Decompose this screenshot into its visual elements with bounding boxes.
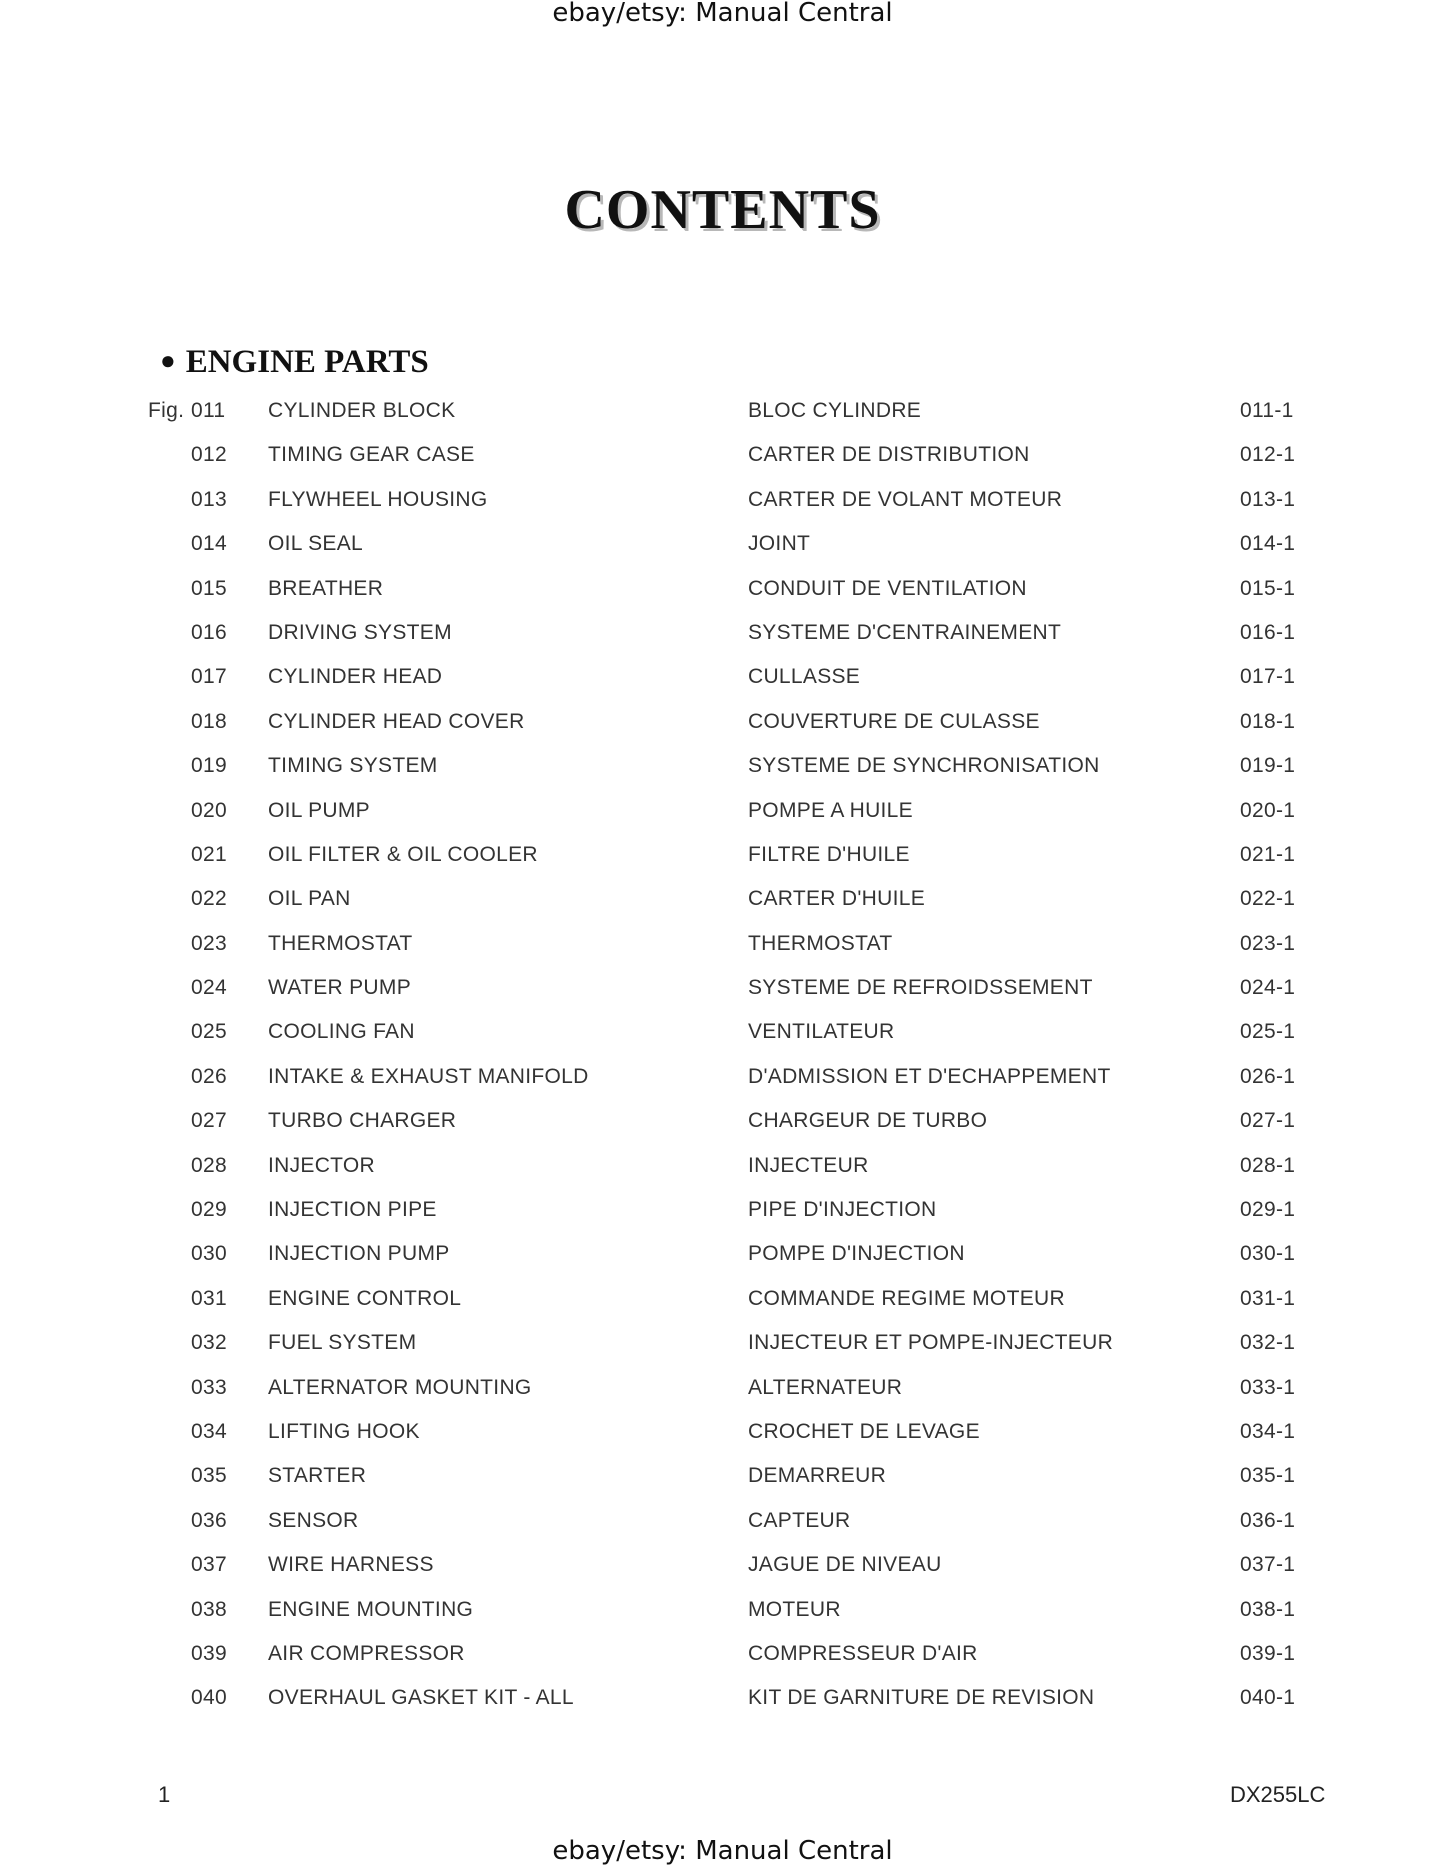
part-name-en: FUEL SYSTEM <box>268 1331 417 1355</box>
part-name-en: OVERHAUL GASKET KIT - ALL <box>268 1686 574 1710</box>
footer-page-number: 1 <box>158 1782 171 1807</box>
fig-number: 037 <box>191 1553 227 1577</box>
toc-row[interactable] <box>0 708 1445 752</box>
fig-number: 022 <box>191 887 227 911</box>
part-name-fr: D'ADMISSION ET D'ECHAPPEMENT <box>748 1064 1111 1088</box>
part-name-en: CYLINDER HEAD COVER <box>268 709 525 733</box>
page-ref: 029-1 <box>1240 1198 1296 1222</box>
toc-row[interactable] <box>0 1418 1445 1462</box>
part-name-en: ENGINE MOUNTING <box>268 1597 474 1621</box>
part-name-en: OIL FILTER & OIL COOLER <box>268 842 538 866</box>
toc-row[interactable] <box>0 1374 1445 1418</box>
contents-list <box>0 397 1445 1729</box>
part-name-fr: COMMANDE REGIME MOTEUR <box>748 1286 1065 1310</box>
toc-row[interactable] <box>0 1018 1445 1062</box>
page-ref: 027-1 <box>1240 1109 1296 1133</box>
part-name-fr: CONDUIT DE VENTILATION <box>748 576 1027 600</box>
part-name-en: TIMING GEAR CASE <box>268 443 475 467</box>
part-name-fr: POMPE A HUILE <box>748 798 913 822</box>
part-name-fr: CARTER DE VOLANT MOTEUR <box>748 487 1063 511</box>
fig-number: 035 <box>191 1464 227 1488</box>
toc-row[interactable] <box>0 1152 1445 1196</box>
toc-row[interactable] <box>0 1507 1445 1551</box>
part-name-en: INJECTION PIPE <box>268 1198 437 1222</box>
page-ref: 019-1 <box>1240 754 1296 778</box>
fig-number: 013 <box>191 487 227 511</box>
page-ref: 026-1 <box>1240 1064 1296 1088</box>
toc-row[interactable] <box>0 885 1445 929</box>
part-name-fr: CULLASSE <box>748 665 861 689</box>
page-ref: 040-1 <box>1240 1686 1296 1710</box>
page-ref: 031-1 <box>1240 1286 1296 1310</box>
toc-row[interactable] <box>0 441 1445 485</box>
fig-number: 021 <box>191 842 227 866</box>
part-name-fr: INJECTEUR <box>748 1153 869 1177</box>
fig-number: 019 <box>191 754 227 778</box>
bullet-icon: ● <box>160 346 176 375</box>
part-name-fr: DEMARREUR <box>748 1464 887 1488</box>
toc-row[interactable] <box>0 397 1445 441</box>
part-name-fr: COMPRESSEUR D'AIR <box>748 1641 978 1665</box>
fig-number: 027 <box>191 1109 227 1133</box>
part-name-en: STARTER <box>268 1464 367 1488</box>
part-name-en: WATER PUMP <box>268 976 411 1000</box>
fig-number: 030 <box>191 1242 227 1266</box>
fig-number: 034 <box>191 1419 227 1443</box>
part-name-fr: ALTERNATEUR <box>748 1375 903 1399</box>
fig-label: Fig. <box>148 399 185 422</box>
page-ref: 020-1 <box>1240 798 1296 822</box>
page-ref: 012-1 <box>1240 443 1296 467</box>
part-name-en: COOLING FAN <box>268 1020 415 1044</box>
part-name-fr: VENTILATEUR <box>748 1020 895 1044</box>
watermark-top: ebay/etsy: Manual Central <box>552 0 893 28</box>
page-ref: 039-1 <box>1240 1641 1296 1665</box>
part-name-en: OIL PAN <box>268 887 351 911</box>
page-ref: 034-1 <box>1240 1419 1296 1443</box>
page-ref: 032-1 <box>1240 1331 1296 1355</box>
part-name-en: AIR COMPRESSOR <box>268 1641 465 1665</box>
part-name-en: INJECTOR <box>268 1153 376 1177</box>
toc-row[interactable] <box>0 1240 1445 1284</box>
page-ref: 013-1 <box>1240 487 1296 511</box>
fig-number: 038 <box>191 1597 227 1621</box>
part-name-fr: JAGUE DE NIVEAU <box>748 1553 942 1577</box>
toc-row[interactable] <box>0 575 1445 619</box>
part-name-en: CYLINDER HEAD <box>268 665 443 689</box>
toc-row[interactable] <box>0 1462 1445 1506</box>
page-ref: 037-1 <box>1240 1553 1296 1577</box>
part-name-fr: CARTER D'HUILE <box>748 887 926 911</box>
part-name-en: WIRE HARNESS <box>268 1553 434 1577</box>
toc-row[interactable] <box>0 1329 1445 1373</box>
part-name-fr: SYSTEME D'CENTRAINEMENT <box>748 620 1062 644</box>
part-name-fr: SYSTEME DE SYNCHRONISATION <box>748 754 1100 778</box>
toc-row[interactable] <box>0 1196 1445 1240</box>
page-ref: 036-1 <box>1240 1508 1296 1532</box>
part-name-en: OIL SEAL <box>268 532 364 556</box>
page-ref: 030-1 <box>1240 1242 1296 1266</box>
part-name-en: TIMING SYSTEM <box>268 754 438 778</box>
part-name-fr: CAPTEUR <box>748 1508 851 1532</box>
part-name-en: INJECTION PUMP <box>268 1242 450 1266</box>
fig-number: 025 <box>191 1020 227 1044</box>
toc-row[interactable] <box>0 1684 1445 1728</box>
fig-number: 016 <box>191 620 227 644</box>
part-name-en: ALTERNATOR MOUNTING <box>268 1375 532 1399</box>
fig-number: 023 <box>191 931 227 955</box>
part-name-fr: COUVERTURE DE CULASSE <box>748 709 1040 733</box>
page-ref: 018-1 <box>1240 709 1296 733</box>
part-name-fr: KIT DE GARNITURE DE REVISION <box>748 1686 1095 1710</box>
fig-number: 040 <box>191 1686 227 1710</box>
page-ref: 014-1 <box>1240 532 1296 556</box>
fig-number: 033 <box>191 1375 227 1399</box>
part-name-fr: CROCHET DE LEVAGE <box>748 1419 980 1443</box>
part-name-en: INTAKE & EXHAUST MANIFOLD <box>268 1064 589 1088</box>
part-name-en: BREATHER <box>268 576 384 600</box>
page-ref: 028-1 <box>1240 1153 1296 1177</box>
toc-row[interactable] <box>0 752 1445 796</box>
fig-number: 024 <box>191 976 227 1000</box>
part-name-fr: SYSTEME DE REFROIDSSEMENT <box>748 976 1093 1000</box>
part-name-en: DRIVING SYSTEM <box>268 620 452 644</box>
part-name-en: SENSOR <box>268 1508 359 1532</box>
toc-row[interactable] <box>0 1063 1445 1107</box>
fig-number: 039 <box>191 1641 227 1665</box>
page-ref: 017-1 <box>1240 665 1296 689</box>
page-ref: 038-1 <box>1240 1597 1296 1621</box>
part-name-fr: INJECTEUR ET POMPE-INJECTEUR <box>748 1331 1114 1355</box>
part-name-fr: CHARGEUR DE TURBO <box>748 1109 988 1133</box>
fig-number: 032 <box>191 1331 227 1355</box>
toc-row[interactable] <box>0 974 1445 1018</box>
toc-row[interactable] <box>0 1596 1445 1640</box>
part-name-fr: BLOC CYLINDRE <box>748 399 922 422</box>
section-heading <box>160 341 429 382</box>
watermark-bottom: ebay/etsy: Manual Central <box>552 1836 893 1866</box>
toc-row[interactable] <box>0 1551 1445 1595</box>
toc-row[interactable] <box>0 841 1445 885</box>
page-ref: 035-1 <box>1240 1464 1296 1488</box>
toc-row[interactable] <box>0 619 1445 663</box>
part-name-fr: PIPE D'INJECTION <box>748 1198 937 1222</box>
part-name-fr: POMPE D'INJECTION <box>748 1242 965 1266</box>
toc-row[interactable] <box>0 797 1445 841</box>
page-ref: 023-1 <box>1240 931 1296 955</box>
page-ref: 022-1 <box>1240 887 1296 911</box>
fig-number: 015 <box>191 576 227 600</box>
part-name-en: FLYWHEEL HOUSING <box>268 487 488 511</box>
page-ref: 025-1 <box>1240 1020 1296 1044</box>
page-ref: 015-1 <box>1240 576 1296 600</box>
page-ref: 011-1 <box>1240 399 1294 422</box>
fig-number: 031 <box>191 1286 227 1310</box>
fig-number: 014 <box>191 532 227 556</box>
part-name-en: ENGINE CONTROL <box>268 1286 462 1310</box>
part-name-fr: JOINT <box>748 532 811 556</box>
fig-number: 011 <box>191 399 226 422</box>
fig-number: 012 <box>191 443 227 467</box>
fig-number: 017 <box>191 665 227 689</box>
footer-model: DX255LC <box>1230 1782 1326 1807</box>
toc-row[interactable] <box>0 530 1445 574</box>
page-ref: 024-1 <box>1240 976 1296 1000</box>
part-name-en: LIFTING HOOK <box>268 1419 420 1443</box>
fig-number: 028 <box>191 1153 227 1177</box>
section-heading-label: ENGINE PARTS <box>185 344 429 380</box>
part-name-fr: MOTEUR <box>748 1597 841 1621</box>
page-ref: 033-1 <box>1240 1375 1296 1399</box>
toc-row[interactable] <box>0 1107 1445 1151</box>
part-name-fr: FILTRE D'HUILE <box>748 842 910 866</box>
fig-number: 020 <box>191 798 227 822</box>
part-name-fr: CARTER DE DISTRIBUTION <box>748 443 1030 467</box>
page-ref: 016-1 <box>1240 620 1296 644</box>
part-name-en: OIL PUMP <box>268 798 370 822</box>
page-ref: 021-1 <box>1240 842 1296 866</box>
toc-row[interactable] <box>0 1640 1445 1684</box>
part-name-en: THERMOSTAT <box>268 931 413 955</box>
part-name-fr: THERMOSTAT <box>748 931 893 955</box>
page-title: CONTENTS <box>564 179 881 241</box>
toc-row[interactable] <box>0 663 1445 707</box>
fig-number: 029 <box>191 1198 227 1222</box>
toc-row[interactable] <box>0 930 1445 974</box>
part-name-en: CYLINDER BLOCK <box>268 399 456 422</box>
fig-number: 026 <box>191 1064 227 1088</box>
fig-number: 018 <box>191 709 227 733</box>
fig-number: 036 <box>191 1508 227 1532</box>
toc-row[interactable] <box>0 486 1445 530</box>
toc-row[interactable] <box>0 1285 1445 1329</box>
part-name-en: TURBO CHARGER <box>268 1109 457 1133</box>
